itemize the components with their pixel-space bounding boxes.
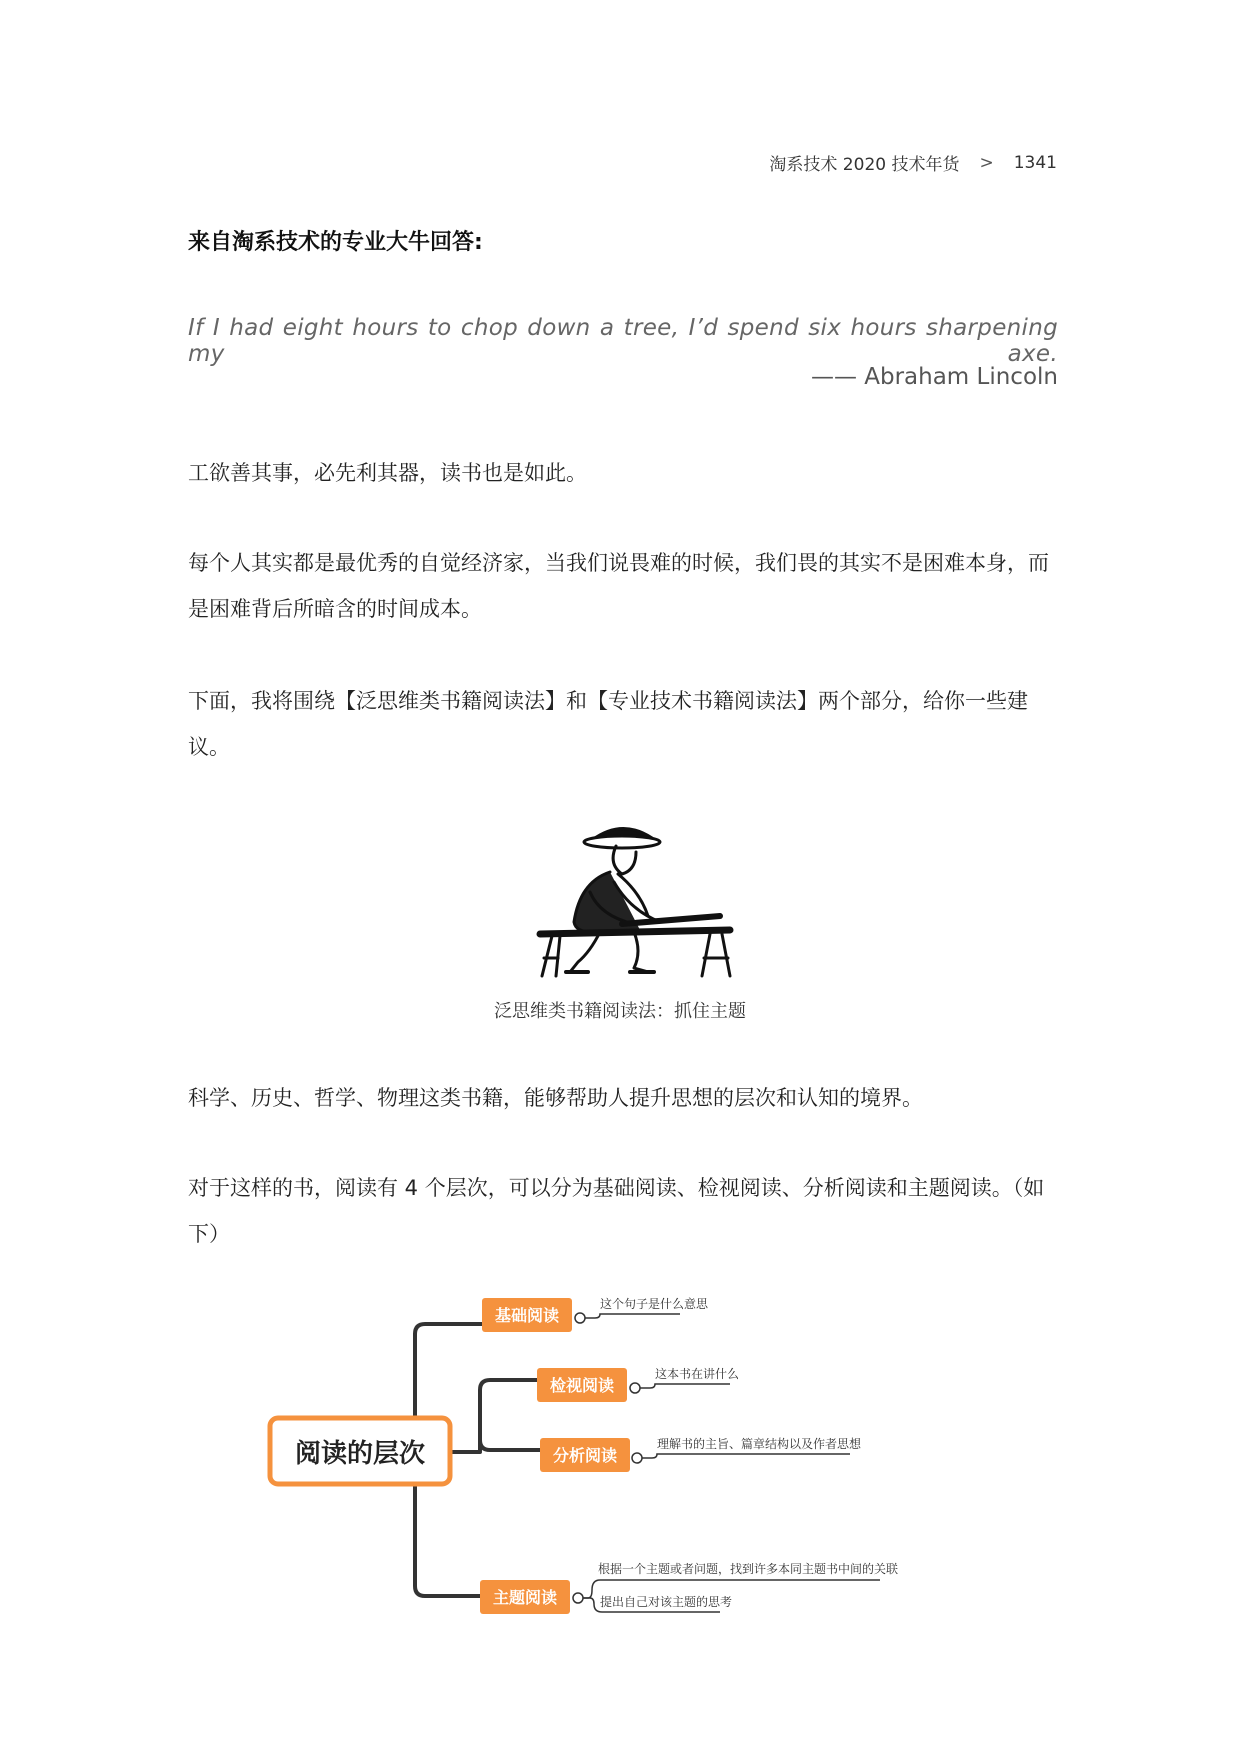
mindmap-note: 这个句子是什么意思	[600, 1297, 709, 1311]
figure-caption: 泛思维类书籍阅读法：抓住主题	[494, 1001, 746, 1022]
paragraph: 工欲善其事，必先利其器，读书也是如此。	[188, 461, 587, 485]
quote-text: If I had eight hours to chop down a tree, I’d spend six hours sharpening my axe.	[188, 315, 1058, 367]
paragraph: 科学、历史、哲学、物理这类书籍，能够帮助人提升思想的层次和认知的境界。	[188, 1086, 923, 1110]
mindmap-root-label: 阅读的层次	[294, 1439, 426, 1469]
axe-sharpening-illustration	[530, 812, 765, 982]
reading-levels-mindmap	[260, 1290, 1000, 1620]
paragraph: 下面，我将围绕【泛思维类书籍阅读法】和【专业技术书籍阅读法】两个部分，给你一些建议。	[188, 689, 1028, 759]
paragraph: 对于这样的书，阅读有 4 个层次，可以分为基础阅读、检视阅读、分析阅读和主题阅读。（如下）	[188, 1176, 1045, 1246]
mindmap-branch-label: 主题阅读	[492, 1588, 558, 1607]
mindmap-branch-label: 检视阅读	[549, 1376, 615, 1395]
mindmap-branch-label: 基础阅读	[494, 1306, 560, 1325]
publication-title: 淘系技术 2020 技术年货	[769, 155, 960, 175]
mindmap-connector	[480, 1440, 545, 1450]
mindmap-note: 提出自己对该主题的思考	[600, 1595, 733, 1609]
paragraph: 每个人其实都是最优秀的自觉经济家，当我们说畏难的时候，我们畏的其实不是困难本身，而是困难背后所暗含的时间成本。	[188, 551, 1049, 621]
page-number: 1341	[1013, 152, 1057, 173]
breadcrumb-separator: >	[979, 152, 994, 173]
mindmap-note: 这本书在讲什么	[655, 1367, 740, 1381]
mindmap-connector	[480, 1380, 545, 1450]
mindmap-connector	[415, 1324, 492, 1334]
mindmap-branch-label: 分析阅读	[552, 1446, 618, 1465]
page-header	[769, 150, 1057, 175]
mindmap-collapse-icon	[575, 1313, 585, 1323]
mindmap-collapse-icon	[573, 1593, 583, 1603]
mindmap-note: 根据一个主题或者问题，找到许多本同主题书中间的关联	[598, 1562, 899, 1576]
mindmap-note: 理解书的主旨、篇章结构以及作者思想	[657, 1437, 862, 1451]
mindmap-collapse-icon	[632, 1453, 642, 1463]
mindmap-collapse-icon	[630, 1383, 640, 1393]
section-title: 来自淘系技术的专业大牛回答:	[188, 230, 483, 255]
quote-author: —— Abraham Lincoln	[810, 364, 1058, 390]
